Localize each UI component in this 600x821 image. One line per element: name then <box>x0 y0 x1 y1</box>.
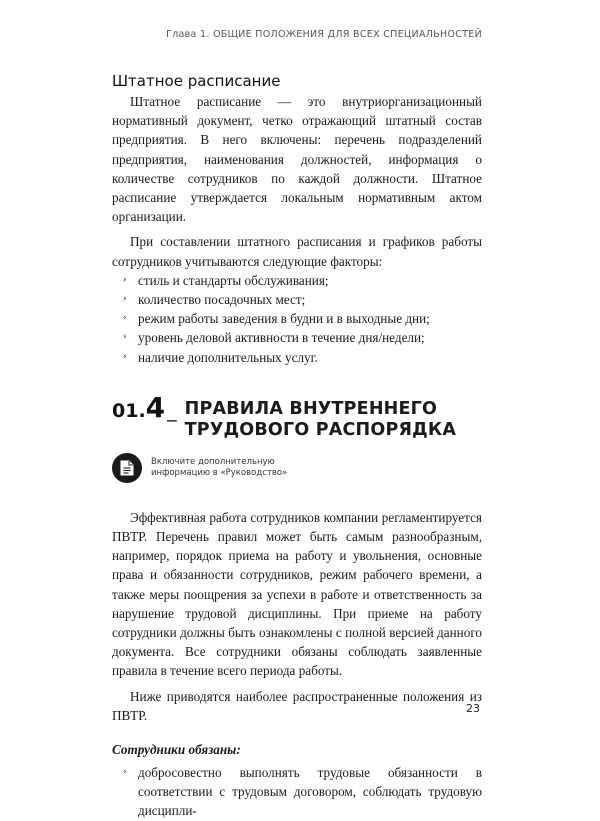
page-content <box>112 70 482 821</box>
list-item-text: наличие дополнительных услуг. <box>138 349 318 365</box>
list-item <box>112 271 482 290</box>
triangle-bullet-icon: › <box>123 294 127 305</box>
paragraph: Штатное расписание — это внутриорганизационный нормативный документ, четко отражающий штатный состав предприятия. В него включены: перечень подразделений предприятия, наименования должностей, информация о количестве сотрудников по каждой должности. Штатное расписание утверждается локальным нормативным актом организации. <box>112 94 482 225</box>
page-number: 23 <box>466 702 480 715</box>
note-text: Включите дополнительную информацию в «Руководство» <box>151 456 288 478</box>
list-item <box>112 348 482 367</box>
chapter-number <box>112 390 177 424</box>
list-item <box>112 309 482 328</box>
factors-list <box>112 271 482 367</box>
subheading: Сотрудники обязаны: <box>112 742 241 758</box>
paragraph: При составлении штатного расписания и графиков работы сотрудников учитываются следующие факторы: <box>112 234 482 269</box>
chapter-title <box>185 399 457 441</box>
chapter-title-line: ПРАВИЛА ВНУТРЕННЕГО <box>184 398 438 419</box>
triangle-bullet-icon: › <box>123 767 127 778</box>
list-item-text: уровень деловой активности в течение дня/недели; <box>138 330 425 346</box>
list-item <box>112 328 482 347</box>
paragraph: Ниже приводятся наиболее распространенные положения из ПВТР. <box>112 688 482 723</box>
list-item-text: добросовестно выполнять трудовые обязанности в соответствии с трудовым договором, соблюдать трудовую дисципли- <box>138 765 482 819</box>
running-head: Глава 1. ОБЩИЕ ПОЛОЖЕНИЯ ДЛЯ ВСЕХ СПЕЦИАЛЬНОСТЕЙ <box>166 29 482 40</box>
rules-section <box>112 508 482 821</box>
list-item-text: режим работы заведения в будни и в выходные дни; <box>138 311 430 327</box>
chapter-number-prefix: 01. <box>112 399 146 422</box>
section-title: Штатное расписание <box>112 72 281 90</box>
list-item-text: стиль и стандарты обслуживания; <box>138 272 329 288</box>
list-item <box>112 290 482 309</box>
obligations-list <box>112 763 482 821</box>
chapter-number-main: 4 <box>145 390 166 424</box>
triangle-bullet-icon: › <box>123 274 127 285</box>
list-item-text: количество посадочных мест; <box>138 292 306 308</box>
triangle-bullet-icon: › <box>123 351 127 362</box>
triangle-bullet-icon: › <box>123 313 127 324</box>
list-item <box>112 763 482 821</box>
triangle-bullet-icon: › <box>123 332 127 343</box>
chapter-title-line: ТРУДОВОГО РАСПОРЯДКА <box>184 419 457 440</box>
document-icon <box>112 453 142 483</box>
chapter-heading <box>112 390 482 441</box>
info-note <box>112 453 482 483</box>
chapter-underscore: _ <box>167 399 177 422</box>
paragraph: Эффективная работа сотрудников компании регламентируется ПВТР. Перечень правил может быть самым разнообразным, например, порядок приема на работу и увольнения, основные права и обязанности сотрудников, режим рабочего времени, а также меры поощрения за успехи в работе и ответственность за нарушение трудовой дисциплины. При приеме на работу сотрудники должны быть ознакомлены с полной версией данного документа. Все сотрудники обязаны соблюдать заявленные правила в течение всего периода работы. <box>112 509 482 679</box>
